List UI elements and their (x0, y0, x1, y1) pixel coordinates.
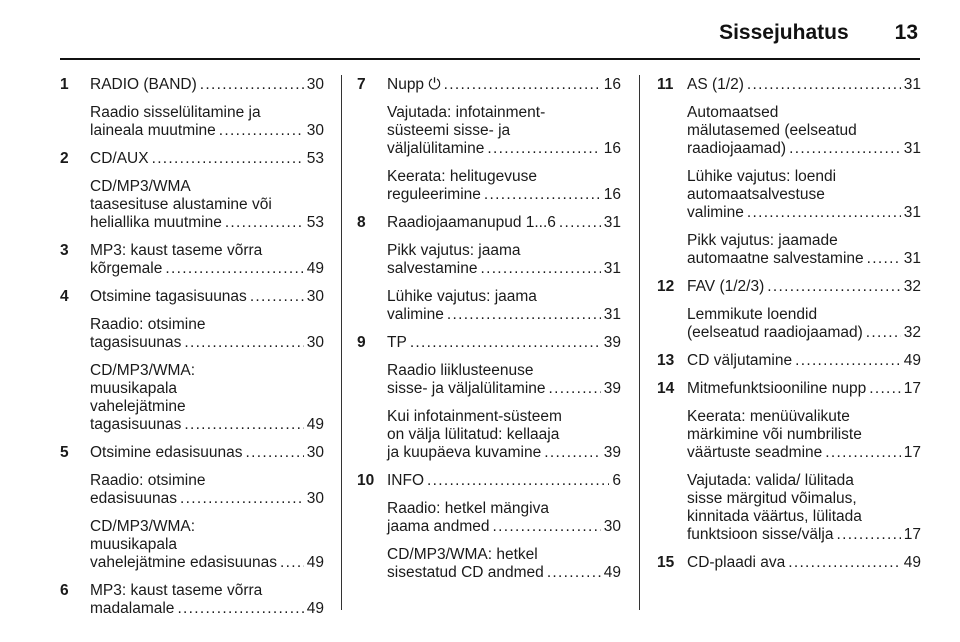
index-line (687, 444, 921, 462)
index-label: madalamale (90, 600, 175, 617)
index-label: tagasisuunas (90, 416, 182, 433)
leader-dots (165, 260, 303, 278)
sub-entry (687, 232, 921, 268)
index-label: jaama andmed (387, 518, 490, 535)
sub-entry-line: Lemmikute loendid (687, 306, 818, 323)
sub-entry-line: automaatsalvestuse (687, 186, 825, 203)
index-line (90, 444, 324, 462)
index-label: raadiojaamad) (687, 140, 787, 157)
page-ref: 17 (903, 380, 921, 397)
entry-number: 4 (60, 288, 69, 305)
index-entry (657, 76, 921, 268)
page-ref: 49 (306, 600, 324, 617)
page-ref: 39 (603, 444, 621, 461)
entry-body (90, 288, 324, 434)
index-line (90, 288, 324, 306)
index-label: CD-plaadi ava (687, 554, 786, 571)
entry-label-line: MP3: kaust taseme võrra (90, 582, 263, 599)
sub-entry (687, 306, 921, 342)
index-line (90, 490, 324, 508)
sub-entry-line: CD/MP3/WMA (90, 178, 191, 195)
entry-body (387, 472, 621, 582)
sub-entry-line: CD/MP3/WMA: hetkel (387, 546, 538, 563)
index-label: RADIO (BAND) (90, 76, 197, 93)
leader-dots (559, 214, 601, 232)
index-line (387, 260, 621, 278)
leader-dots (825, 444, 900, 462)
page-ref: 16 (603, 140, 621, 157)
page-ref: 53 (306, 214, 324, 231)
sub-entry (387, 242, 621, 278)
index-entry (657, 380, 921, 544)
index-line (90, 150, 324, 168)
sub-entry (687, 168, 921, 222)
index-line (387, 186, 621, 204)
page-ref: 49 (603, 564, 621, 581)
leader-dots (867, 250, 901, 268)
sub-entry (387, 288, 621, 324)
sub-entry (387, 104, 621, 158)
entry-number: 3 (60, 242, 69, 259)
leader-dots (225, 214, 304, 232)
sub-entry-line: Keerata: helitugevuse (387, 168, 537, 185)
sub-entry-line: Raadio sisselülitamine ja (90, 104, 261, 121)
leader-dots (184, 334, 303, 352)
leader-dots (869, 380, 901, 398)
sub-entry-line: mälutasemed (eelseatud (687, 122, 857, 139)
page-ref: 53 (306, 150, 324, 167)
index-label: valimine (687, 204, 744, 221)
entry-number: 13 (657, 352, 675, 369)
index-column-3 (657, 76, 921, 572)
index-entry (60, 582, 324, 618)
index-line (387, 472, 621, 490)
index-line (90, 334, 324, 352)
index-entry (657, 554, 921, 572)
leader-dots (549, 380, 601, 398)
index-label: reguleerimine (387, 186, 481, 203)
index-entry (657, 278, 921, 342)
entry-body (90, 582, 324, 618)
index-label: INFO (387, 472, 425, 489)
index-label: sisse- ja väljalülitamine (387, 380, 546, 397)
entry-number: 9 (357, 334, 366, 351)
page-ref: 31 (603, 214, 621, 231)
sub-entry (387, 362, 621, 398)
entry-body (687, 278, 921, 342)
entry-number: 6 (60, 582, 69, 599)
page-ref: 31 (903, 204, 921, 221)
leader-dots (788, 554, 901, 572)
sub-entry (387, 546, 621, 582)
leader-dots (789, 140, 901, 158)
entry-body (687, 352, 921, 370)
leader-dots (152, 150, 304, 168)
index-line (90, 214, 324, 232)
leader-dots (747, 204, 901, 222)
entry-body (90, 150, 324, 232)
leader-dots (767, 278, 901, 296)
page-ref: 31 (603, 306, 621, 323)
column-divider (341, 75, 342, 610)
page-ref: 31 (903, 250, 921, 267)
index-label: väärtuste seadmine (687, 444, 823, 461)
index-line (687, 278, 921, 296)
sub-entry-line: märkimine või numbriliste (687, 426, 862, 443)
index-line (387, 334, 621, 352)
sub-entry (90, 316, 324, 352)
index-line (687, 140, 921, 158)
sub-entry-line: muusikapala (90, 536, 178, 553)
sub-entry-line: CD/MP3/WMA: (90, 518, 196, 535)
index-line (387, 214, 621, 232)
index-line (387, 76, 621, 94)
index-line (687, 526, 921, 544)
entry-body (687, 76, 921, 268)
page-ref: 31 (603, 260, 621, 277)
page-ref: 30 (603, 518, 621, 535)
index-line (687, 380, 921, 398)
sub-entry-line: Keerata: menüüvalikute (687, 408, 850, 425)
index-label: automaatne salvestamine (687, 250, 864, 267)
sub-entry (90, 178, 324, 232)
entry-body (387, 334, 621, 462)
index-entry (357, 334, 621, 462)
index-label: sisestatud CD andmed (387, 564, 544, 581)
index-label: väljalülitamine (387, 140, 485, 157)
sub-entry (387, 168, 621, 204)
sub-entry-line: Lühike vajutus: jaama (387, 288, 537, 305)
index-label: heliallika muutmine (90, 214, 222, 231)
sub-entry (90, 518, 324, 572)
entry-body (90, 242, 324, 278)
leader-dots (493, 518, 601, 536)
page-ref: 30 (306, 76, 324, 93)
entry-number: 1 (60, 76, 69, 93)
sub-entry-line: taasesituse alustamine või (90, 196, 272, 213)
index-line (90, 600, 324, 618)
entry-number: 8 (357, 214, 366, 231)
entry-number: 12 (657, 278, 675, 295)
index-line (687, 250, 921, 268)
index-entry (60, 242, 324, 278)
leader-dots (444, 76, 601, 94)
index-label: vahelejätmine edasisuunas (90, 554, 277, 571)
entry-body (90, 76, 324, 140)
leader-dots (487, 140, 600, 158)
index-line (387, 444, 621, 462)
entry-number: 2 (60, 150, 69, 167)
sub-entry-line: Raadio: otsimine (90, 472, 206, 489)
entry-number: 10 (357, 472, 375, 489)
page-ref: 31 (903, 140, 921, 157)
leader-dots (200, 76, 304, 94)
sub-entry-line: Vajutada: valida/ lülitada (687, 472, 854, 489)
entry-body (687, 554, 921, 572)
page-ref: 16 (603, 76, 621, 93)
index-line (90, 122, 324, 140)
entry-number: 11 (657, 76, 674, 93)
page-ref: 6 (612, 472, 621, 489)
index-entry (657, 352, 921, 370)
sub-entry-line: Kui infotainment-süsteem (387, 408, 562, 425)
sub-entry (90, 472, 324, 508)
leader-dots (177, 600, 303, 618)
entry-body (387, 76, 621, 204)
index-entry (357, 214, 621, 324)
leader-dots (280, 554, 304, 572)
entry-number: 5 (60, 444, 69, 461)
index-label: tagasisuunas (90, 334, 182, 351)
page-ref: 49 (306, 554, 324, 571)
page-ref: 17 (903, 444, 921, 461)
page-ref: 30 (306, 490, 324, 507)
page-ref: 49 (306, 260, 324, 277)
page-ref: 39 (603, 380, 621, 397)
page-number: 13 (894, 21, 918, 44)
leader-dots (250, 288, 304, 306)
index-label: FAV (1/2/3) (687, 278, 765, 295)
index-line (687, 352, 921, 370)
page-ref: 30 (306, 288, 324, 305)
index-line (387, 564, 621, 582)
leader-dots (447, 306, 601, 324)
index-label: Otsimine edasisuunas (90, 444, 243, 461)
page-ref: 49 (306, 416, 324, 433)
entry-body (90, 444, 324, 572)
sub-entry (90, 104, 324, 140)
index-label: ja kuupäeva kuvamine (387, 444, 542, 461)
index-label: TP (387, 334, 407, 351)
column-divider (639, 75, 640, 610)
leader-dots (410, 334, 601, 352)
index-line (90, 416, 324, 434)
index-label: kõrgemale (90, 260, 163, 277)
index-label: valimine (387, 306, 444, 323)
sub-entry-line: Raadio: hetkel mängiva (387, 500, 549, 517)
index-line (387, 518, 621, 536)
index-line (687, 324, 921, 342)
sub-entry-line: vahelejätmine (90, 398, 186, 415)
index-line (387, 140, 621, 158)
index-label: funktsioon sisse/välja (687, 526, 834, 543)
sub-entry-line: Lühike vajutus: loendi (687, 168, 837, 185)
sub-entry-line: Raadio: otsimine (90, 316, 206, 333)
sub-entry-line: Pikk vajutus: jaama (387, 242, 521, 259)
index-entry (357, 472, 621, 582)
sub-entry (687, 408, 921, 462)
leader-dots (480, 260, 600, 278)
sub-entry (387, 408, 621, 462)
page-ref: 30 (306, 334, 324, 351)
index-column-1 (60, 76, 324, 618)
index-column-2 (357, 76, 621, 582)
index-entry (357, 76, 621, 204)
sub-entry-line: Pikk vajutus: jaamade (687, 232, 838, 249)
index-line (687, 76, 921, 94)
index-line (387, 380, 621, 398)
index-label: Otsimine tagasisuunas (90, 288, 247, 305)
leader-dots (866, 324, 901, 342)
leader-dots (836, 526, 900, 544)
index-label: laineala muutmine (90, 122, 216, 139)
index-line (687, 554, 921, 572)
sub-entry-line: kinnitada väärtus, lülitada (687, 508, 862, 525)
page-ref: 30 (306, 122, 324, 139)
leader-dots (427, 472, 609, 490)
index-line (387, 306, 621, 324)
index-label: edasisuunas (90, 490, 178, 507)
leader-dots (484, 186, 601, 204)
sub-entry-line: on välja lülitatud: kellaaja (387, 426, 560, 443)
index-line (90, 260, 324, 278)
sub-entry-line: CD/MP3/WMA: (90, 362, 196, 379)
leader-dots (795, 352, 901, 370)
leader-dots (180, 490, 304, 508)
index-label: salvestamine (387, 260, 478, 277)
leader-dots (246, 444, 304, 462)
header-rule (60, 58, 920, 60)
entry-number: 7 (357, 76, 366, 93)
entry-number: 14 (657, 380, 675, 397)
page-ref: 32 (903, 324, 921, 341)
index-line (90, 76, 324, 94)
sub-entry (687, 472, 921, 544)
entry-body (687, 380, 921, 544)
entry-number: 15 (657, 554, 675, 571)
sub-entry (90, 362, 324, 434)
leader-dots (547, 564, 601, 582)
entry-body (387, 214, 621, 324)
page-ref: 49 (903, 352, 921, 369)
sub-entry-line: Automaatsed (687, 104, 779, 121)
page-ref: 32 (903, 278, 921, 295)
index-entry (60, 444, 324, 572)
leader-dots (219, 122, 304, 140)
index-line (90, 554, 324, 572)
page-ref: 17 (903, 526, 921, 543)
index-label: Raadiojaamanupud 1...6 (387, 214, 556, 231)
page-header (60, 18, 918, 48)
index-label: Nupp ⏻ (387, 76, 441, 93)
page-title: Sissejuhatus (719, 21, 849, 44)
index-entry (60, 150, 324, 232)
page-ref: 30 (306, 444, 324, 461)
index-label: CD väljutamine (687, 352, 793, 369)
index-label: Mitmefunktsiooniline nupp (687, 380, 867, 397)
index-label: AS (1/2) (687, 76, 744, 93)
index-label: CD/AUX (90, 150, 149, 167)
index-entry (60, 76, 324, 140)
sub-entry-line: Vajutada: infotainment- (387, 104, 546, 121)
sub-entry (387, 500, 621, 536)
sub-entry (687, 104, 921, 158)
index-line (687, 204, 921, 222)
page-ref: 31 (903, 76, 921, 93)
sub-entry-line: süsteemi sisse- ja (387, 122, 511, 139)
leader-dots (747, 76, 901, 94)
index-label: (eelseatud raadiojaamad) (687, 324, 863, 341)
sub-entry-line: Raadio liiklusteenuse (387, 362, 534, 379)
entry-label-line: MP3: kaust taseme võrra (90, 242, 263, 259)
page-ref: 39 (603, 334, 621, 351)
page-ref: 49 (903, 554, 921, 571)
index-entry (60, 288, 324, 434)
page-ref: 16 (603, 186, 621, 203)
sub-entry-line: sisse märgitud võimalus, (687, 490, 857, 507)
sub-entry-line: muusikapala (90, 380, 178, 397)
leader-dots (544, 444, 601, 462)
leader-dots (184, 416, 303, 434)
